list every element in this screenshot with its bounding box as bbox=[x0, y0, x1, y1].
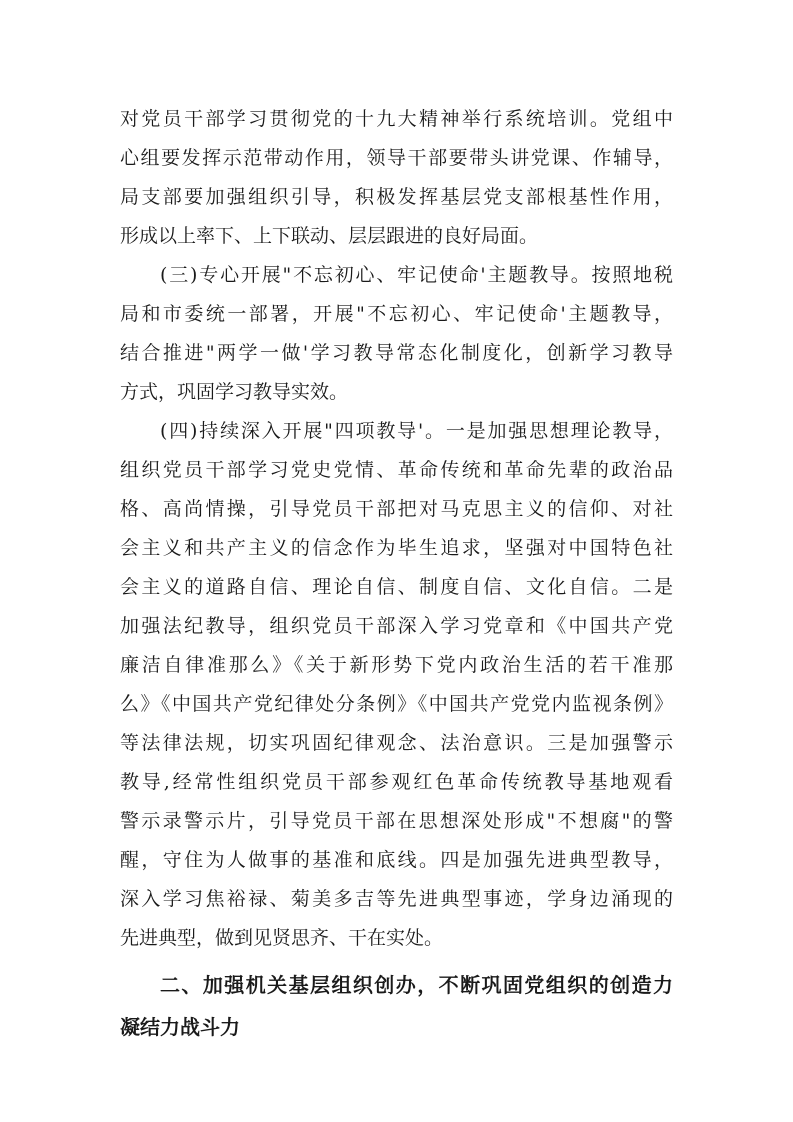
text-line: 方式，巩固学习教导实效。 bbox=[120, 381, 349, 403]
text-line: 对党员干部学习贯彻党的十九大精神举行系统培训。党组中 bbox=[120, 108, 673, 130]
section-heading bbox=[120, 964, 673, 1048]
text-line: 形成以上率下、上下联动、层层跟进的良好局面。 bbox=[120, 225, 539, 247]
text-line: 等法律法规，切实巩固纪律观念、法治意识。三是加强警示 bbox=[120, 732, 673, 754]
text-line: 警示录警示片，引导党员干部在思想深处形成"不想腐"的警 bbox=[120, 810, 673, 832]
section-heading-line: 二、加强机关基层组织创办，不断巩固党组织的创造力 bbox=[160, 973, 673, 997]
paragraph-four-educations bbox=[120, 412, 673, 958]
document-page bbox=[120, 100, 673, 1048]
text-line: 廉洁自律准那么》《关于新形势下党内政治生活的若干准那 bbox=[120, 654, 673, 676]
text-line: 格、高尚情操，引导党员干部把对马克思主义的信仰、对社 bbox=[120, 498, 673, 520]
text-line: 会主义和共产主义的信念作为毕生追求，坚强对中国特色社 bbox=[120, 537, 673, 559]
text-line: 深入学习焦裕禄、菊美多吉等先进典型事迹，学身边涌现的 bbox=[120, 888, 673, 910]
text-line: 先进典型，做到见贤思齐、干在实处。 bbox=[120, 927, 444, 949]
text-line: 局和市委统一部署，开展"不忘初心、牢记使命'主题教导， bbox=[120, 303, 673, 325]
text-line: 醒，守住为人做事的基准和底线。四是加强先进典型教导， bbox=[120, 849, 673, 871]
paragraph-party-training bbox=[120, 100, 673, 256]
paragraph-theme-education bbox=[120, 256, 673, 412]
text-line: 教导,经常性组织党员干部参观红色革命传统教导基地观看 bbox=[120, 771, 673, 793]
text-line: 局支部要加强组织引导，积极发挥基层党支部根基性作用， bbox=[120, 186, 673, 208]
text-line: 么》《中国共产党纪律处分条例》《中国共产党党内监视条例》 bbox=[120, 693, 673, 715]
text-line: (三)专心开展"不忘初心、牢记使命'主题教导。按照地税 bbox=[160, 264, 673, 286]
text-line: (四)持续深入开展"四项教导'。一是加强思想理论教导， bbox=[160, 420, 673, 442]
text-line: 结合推进"两学一做'学习教导常态化制度化，创新学习教导 bbox=[120, 342, 673, 364]
section-heading-line: 凝结力战斗力 bbox=[120, 1015, 240, 1039]
text-line: 加强法纪教导，组织党员干部深入学习党章和《中国共产党 bbox=[120, 615, 673, 637]
text-line: 心组要发挥示范带动作用，领导干部要带头讲党课、作辅导， bbox=[120, 147, 673, 169]
text-line: 组织党员干部学习党史党情、革命传统和革命先辈的政治品 bbox=[120, 459, 673, 481]
text-line: 会主义的道路自信、理论自信、制度自信、文化自信。二是 bbox=[120, 576, 673, 598]
